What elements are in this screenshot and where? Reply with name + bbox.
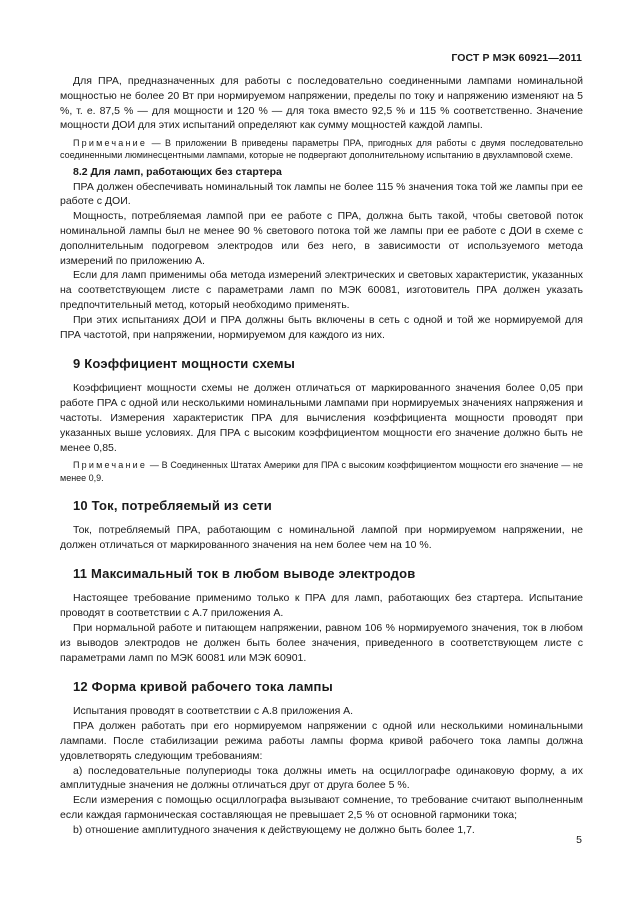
section-11-title: 11 Максимальный ток в любом выводе электродов <box>73 566 416 582</box>
page-number: 5 <box>576 834 582 846</box>
s12-list-item-a: a) последовательные полупериоды тока должны иметь на осциллографе одинаковую форму, а их амплитудные значения не должны отличаться друг от друга более 5 %. <box>60 764 583 792</box>
s12-paragraph: Если измерения с помощью осциллографа вызывают сомнение, то требование считают выполненным если каждая гармоническая составляющая не превышает 2,5 % от основной гармоники тока; <box>60 794 583 821</box>
s12-list-item-b: b) отношение амплитудного значения к действующему не должно быть более 1,7. <box>73 823 475 836</box>
s8-2-paragraph: Мощность, потребляемая лампой при ее работе с ПРА, должна быть такой, чтобы световой поток номинальной лампы был не менее 90 % светового потока той же лампы при ее работе с ДОИ в схеме с дополнительным подогревом электродов или без него, в зависимости от используемого метода измерений по приложению А. <box>60 210 583 267</box>
intro-note <box>60 137 583 161</box>
s11-paragraph: Настоящее требование применимо только к ПРА для ламп, работающих без стартера. Испытание проводят в соответствии с А.7 приложения А. <box>60 592 583 620</box>
s11-paragraph: При нормальной работе и питающем напряжении, равном 106 % нормируемого значения, ток в любом из выводов электродов не должен быть более значения, приведенного в соответствующем листе с параметрами ламп по МЭК 60081 или МЭК 60901. <box>60 621 583 664</box>
section-12-title: 12 Форма кривой рабочего тока лампы <box>73 679 333 695</box>
s12-paragraph: ПРА должен работать при его нормируемом напряжении с одной или несколькими номинальными лампами. После стабилизации режима работы лампы форма кривой рабочего тока лампы должна удовлетворять следующим требованиям: <box>60 720 583 762</box>
s8-2-paragraph: Если для ламп применимы оба метода измерений электрических и световых характеристик, указанных на соответствующем листе с параметрами ламп по МЭК 60081, изготовитель ПРА должен указать предпочтительный метод, который необходимо применять. <box>60 269 583 311</box>
s8-2-paragraph: При этих испытаниях ДОИ и ПРА должны быть включены в сеть с одной и той же нормируемой для ПРА частотой, при напряжении, нормируемом для каждого из них. <box>60 313 583 341</box>
page-content <box>60 74 583 838</box>
note-label: Примечание <box>73 138 148 149</box>
section-9-title: 9 Коэффициент мощности схемы <box>73 356 296 372</box>
s12-paragraph: Испытания проводят в соответствии с А.8 приложения А. <box>73 705 354 718</box>
section-8-2-title: 8.2 Для ламп, работающих без стартера <box>73 165 282 178</box>
s8-2-paragraph: ПРА должен обеспечивать номинальный ток лампы не более 115 % значения тока той же лампы при ее работе с ДОИ. <box>60 180 583 208</box>
note-label: Примечание <box>73 460 148 471</box>
s9-note <box>60 459 583 483</box>
standard-header: ГОСТ Р МЭК 60921—2011 <box>451 52 582 64</box>
note-text: — В приложении В приведены параметры ПРА, пригодных для работы с двумя последовательно соединенными люминесцентными лампами, которые не подвергают дополнительному испытанию в двухламповой схеме. <box>60 138 583 161</box>
section-10-title: 10 Ток, потребляемый из сети <box>73 497 272 513</box>
s10-paragraph: Ток, потребляемый ПРА, работающим с номинальной лампой при нормируемом напряжении, не должен отличаться от маркированного значения на нем более чем на 10 %. <box>60 523 583 551</box>
note-text: — В Соединенных Штатах Америки для ПРА с высоким коэффициентом мощности его значение — не менее 0,9. <box>60 460 583 483</box>
intro-paragraph: Для ПРА, предназначенных для работы с последовательно соединенными лампами номинальной мощностью не более 20 Вт при нормируемом напряжении, пределы по току и напряжению изменяют на 5 %, т. е. 87,5 % — для мощности и 120 % — для тока вместо 92,5 % и 115 % соответственно. Значение мощности ДОИ для этих испытаний определяют как сумму мощностей каждой лампы. <box>60 75 583 132</box>
s9-paragraph: Коэффициент мощности схемы не должен отличаться от маркированного значения более 0,05 при работе ПРА с одной или несколькими номинальными лампами при нормируемых значениях напряжения и частоты. Измерения характеристик ПРА для вычисления коэффициента мощности проводят при указанных выше условиях. Для ПРА с высоким коэффициентом мощности его значение должно быть не менее 0,85. <box>60 382 583 454</box>
